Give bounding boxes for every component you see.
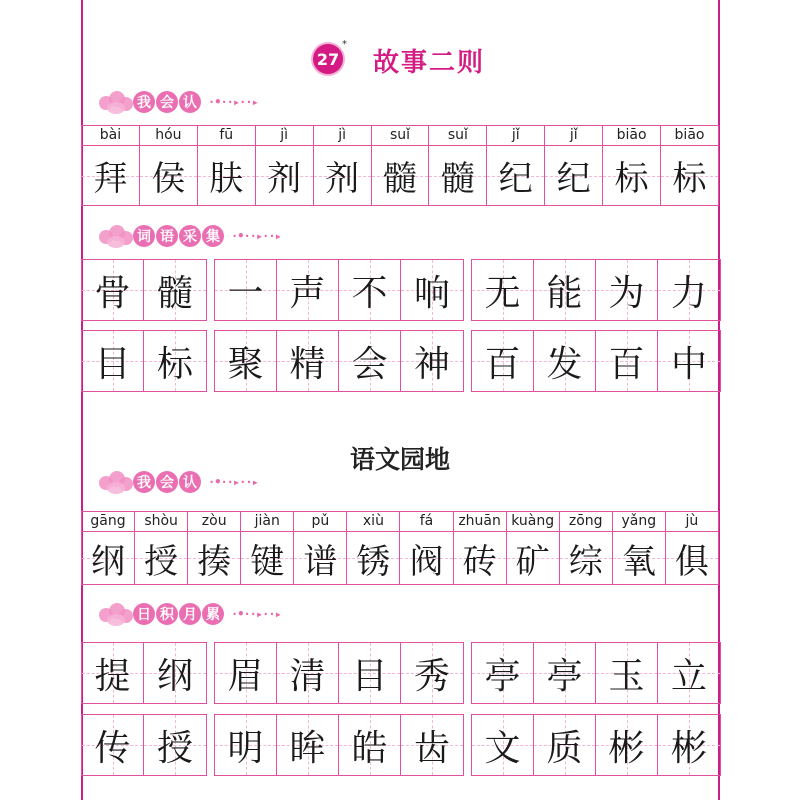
hanzi-cell: 俱 [666,532,718,584]
pinyin-label: suǐ [429,126,486,146]
tianzige-cell: 齿 [401,715,463,775]
char-column [560,512,613,584]
pinyin-label: biāo [661,126,718,146]
pinyin-label: jù [666,512,718,532]
recognize-label-pill: 我 会 认 [133,91,202,113]
hanzi-cell: 揍 [188,532,240,584]
char-column [661,126,718,205]
pinyin-label: jiàn [241,512,293,532]
word-box [214,330,464,392]
arrow-icon: ·•··▸··▸ [208,95,258,109]
tianzige-cell: 发 [534,331,596,391]
tianzige-cell: 彬 [596,715,658,775]
pinyin-label: shòu [135,512,187,532]
word-row [81,330,719,392]
char-column [429,126,487,205]
tianzige-cell: 百 [472,331,534,391]
flower-icon [95,222,139,250]
char-column [294,512,347,584]
tianzige-cell: 彬 [658,715,720,775]
flower-icon [95,468,139,496]
hanzi-cell: 纪 [545,146,602,205]
char-column [487,126,545,205]
char-column [454,512,507,584]
flower-icon [95,88,139,116]
tianzige-cell: 中 [658,331,720,391]
word-row [81,642,719,704]
tianzige-cell: 文 [472,715,534,775]
char-column [666,512,718,584]
pinyin-label: kuàng [507,512,559,532]
tianzige-cell: 骨 [82,260,144,320]
pinyin-label: jǐ [545,126,602,146]
hanzi-cell: 标 [661,146,718,205]
char-column [347,512,400,584]
tianzige-cell: 质 [534,715,596,775]
word-box [214,714,464,776]
tianzige-cell: 标 [144,331,206,391]
hanzi-cell: 氧 [613,532,665,584]
tianzige-cell: 眸 [277,715,339,775]
char-column [545,126,603,205]
pinyin-label: fū [198,126,255,146]
hanzi-cell: 纪 [487,146,544,205]
char-column [188,512,241,584]
hanzi-cell: 剂 [256,146,313,205]
pinyin-label: hóu [140,126,197,146]
pinyin-label: zòu [188,512,240,532]
word-box [471,330,721,392]
tianzige-cell: 立 [658,643,720,703]
tianzige-cell: 秀 [401,643,463,703]
tianzige-cell: 百 [596,331,658,391]
pinyin-label: bài [82,126,139,146]
hanzi-cell: 砖 [454,532,506,584]
word-row [81,259,719,321]
tianzige-cell: 会 [339,331,401,391]
hanzi-cell: 标 [603,146,660,205]
flower-icon [95,600,139,628]
tianzige-cell: 为 [596,260,658,320]
word-box [471,259,721,321]
tianzige-cell: 不 [339,260,401,320]
tianzige-cell: 目 [82,331,144,391]
section-label-recognize-1 [95,88,258,116]
tianzige-cell: 提 [82,643,144,703]
tianzige-cell: 纲 [144,643,206,703]
tianzige-cell: 神 [401,331,463,391]
word-box [81,642,207,704]
hanzi-cell: 拜 [82,146,139,205]
accumulate-label-pill: 日 积 月 累 [133,603,225,625]
char-column [603,126,661,205]
tianzige-cell: 一 [215,260,277,320]
tianzige-cell: 目 [339,643,401,703]
hanzi-cell: 锈 [347,532,399,584]
pinyin-label: biāo [603,126,660,146]
pinyin-label: pǔ [294,512,346,532]
tianzige-cell: 明 [215,715,277,775]
hanzi-cell: 肤 [198,146,255,205]
pinyin-label: gāng [82,512,134,532]
lesson-number-badge: 27 [313,44,343,74]
hanzi-cell: 综 [560,532,612,584]
pinyin-label: jì [256,126,313,146]
char-column [400,512,453,584]
pinyin-label: xiù [347,512,399,532]
word-box [471,714,721,776]
hanzi-cell: 髓 [372,146,429,205]
tianzige-cell: 皓 [339,715,401,775]
char-column [241,512,294,584]
recognize-grid-1 [81,125,719,206]
char-column [82,126,140,205]
word-box [81,714,207,776]
pinyin-label: fá [400,512,452,532]
char-column [135,512,188,584]
pinyin-label: jì [314,126,371,146]
arrow-icon: ·•··▸··▸ [208,475,258,489]
tianzige-cell: 传 [82,715,144,775]
words-label-pill: 词 语 采 集 [133,225,225,247]
section-label-accumulate [95,600,281,628]
word-row [81,714,719,776]
char-column [82,512,135,584]
hanzi-cell: 授 [135,532,187,584]
hanzi-cell: 矿 [507,532,559,584]
char-column [507,512,560,584]
char-column [256,126,314,205]
tianzige-cell: 响 [401,260,463,320]
tianzige-cell: 力 [658,260,720,320]
lesson-header [0,40,800,80]
tianzige-cell: 声 [277,260,339,320]
pinyin-label: zōng [560,512,612,532]
pinyin-label: suǐ [372,126,429,146]
tianzige-cell: 精 [277,331,339,391]
word-box [81,330,207,392]
tianzige-cell: 亭 [534,643,596,703]
char-column [372,126,430,205]
recognize-label-pill: 我 会 认 [133,471,202,493]
section-label-recognize-2 [95,468,258,496]
word-box [471,642,721,704]
recognize-grid-2 [81,511,719,585]
tianzige-cell: 聚 [215,331,277,391]
lesson-title: 故事二则 [373,48,486,78]
section-label-words-1 [95,222,281,250]
word-box [214,259,464,321]
char-column [613,512,666,584]
tianzige-cell: 清 [277,643,339,703]
word-box [81,259,207,321]
char-column [140,126,198,205]
hanzi-cell: 髓 [429,146,486,205]
hanzi-cell: 侯 [140,146,197,205]
tianzige-cell: 玉 [596,643,658,703]
tianzige-cell: 授 [144,715,206,775]
hanzi-cell: 阀 [400,532,452,584]
arrow-icon: ·•··▸··▸ [231,607,281,621]
lesson-star: * [342,39,347,50]
pinyin-label: yǎng [613,512,665,532]
hanzi-cell: 谱 [294,532,346,584]
char-column [198,126,256,205]
hanzi-cell: 键 [241,532,293,584]
pinyin-label: zhuān [454,512,506,532]
char-column [314,126,372,205]
tianzige-cell: 无 [472,260,534,320]
tianzige-cell: 髓 [144,260,206,320]
pinyin-label: jǐ [487,126,544,146]
hanzi-cell: 纲 [82,532,134,584]
section-title: 语文园地 [349,445,450,474]
tianzige-cell: 眉 [215,643,277,703]
tianzige-cell: 亭 [472,643,534,703]
tianzige-cell: 能 [534,260,596,320]
hanzi-cell: 剂 [314,146,371,205]
arrow-icon: ·•··▸··▸ [231,229,281,243]
word-box [214,642,464,704]
